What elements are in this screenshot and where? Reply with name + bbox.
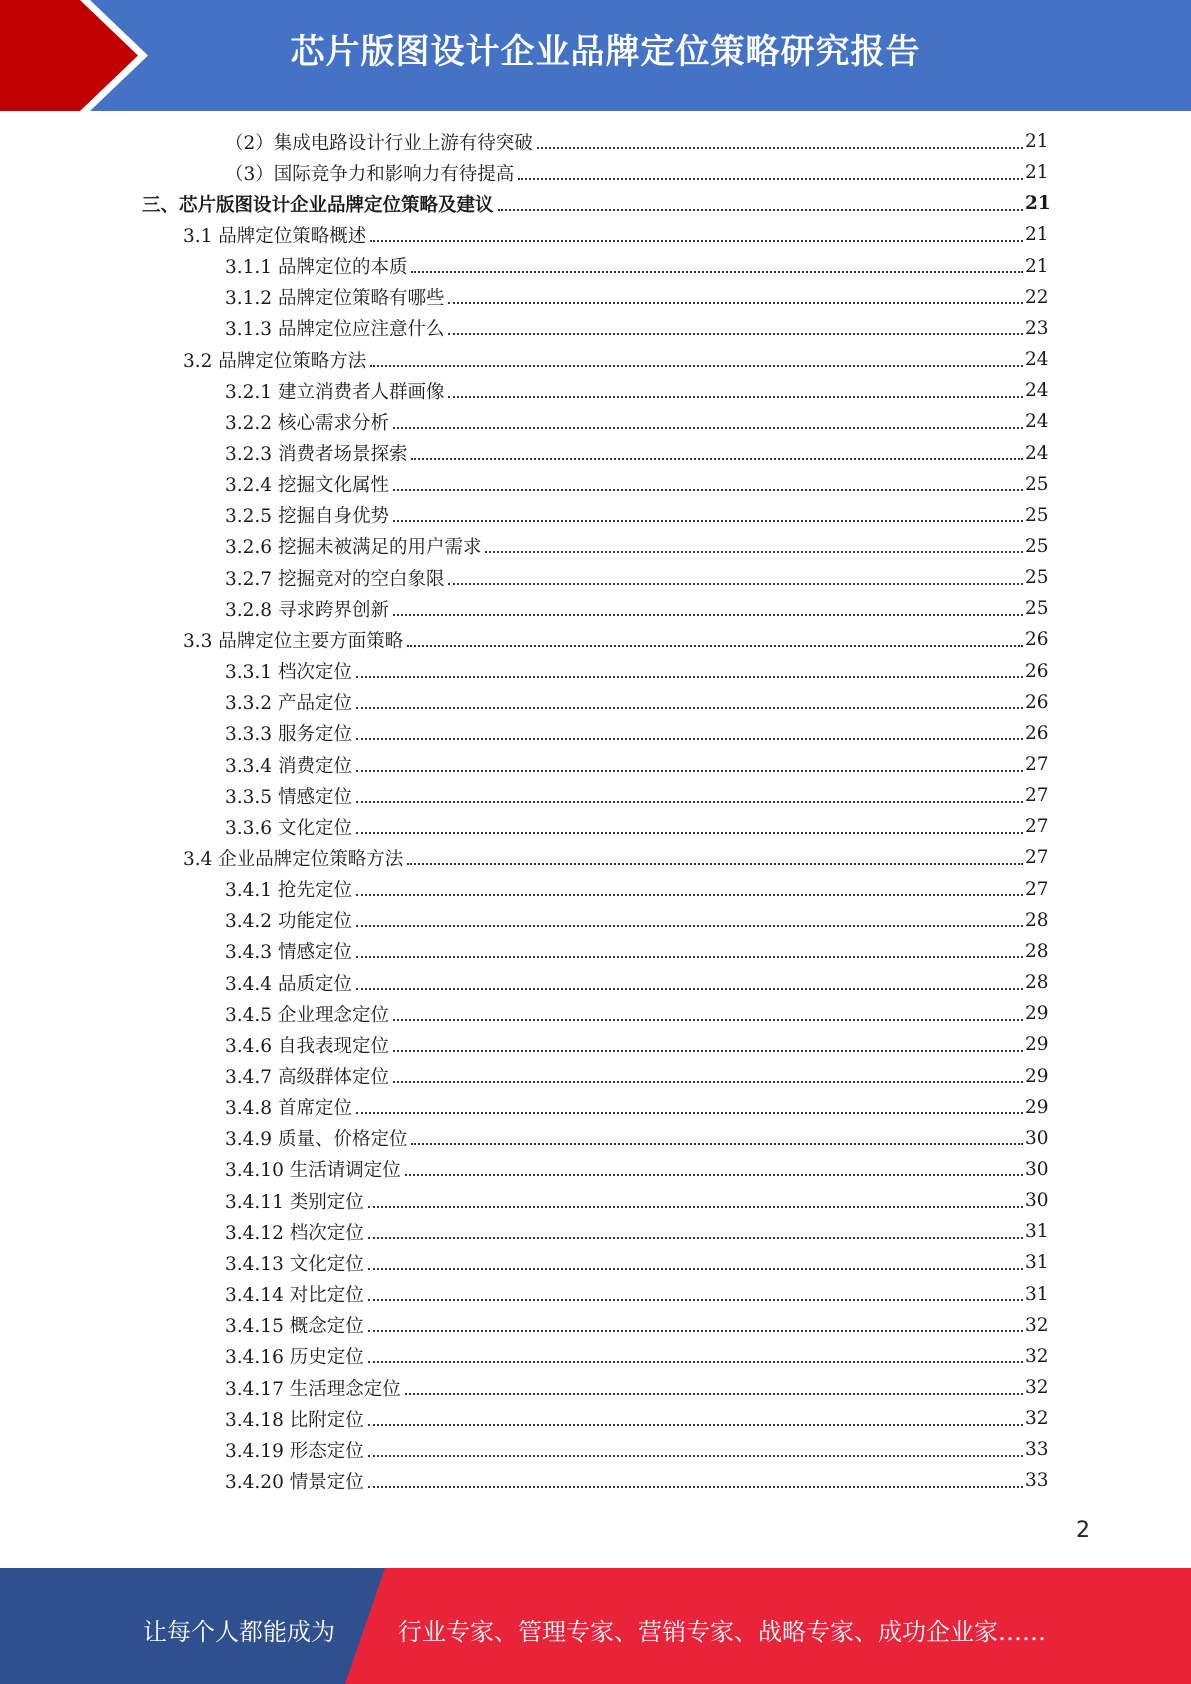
toc-leader-dots bbox=[393, 614, 1023, 616]
toc-entry[interactable] bbox=[225, 1403, 1047, 1434]
toc-leader-dots bbox=[393, 489, 1023, 491]
toc-entry[interactable] bbox=[225, 811, 1047, 842]
toc-entry-label: 3.4.17 生活理念定位 bbox=[225, 1378, 401, 1400]
toc-leader-dots bbox=[356, 738, 1023, 740]
toc-entry[interactable] bbox=[225, 469, 1047, 500]
toc-entry[interactable] bbox=[225, 438, 1047, 469]
toc-leader-dots bbox=[485, 551, 1023, 553]
toc-leader-dots bbox=[498, 209, 1023, 211]
toc-entry-label: 3.4.7 高级群体定位 bbox=[225, 1067, 389, 1088]
toc-leader-dots bbox=[407, 645, 1023, 647]
toc-leader-dots bbox=[356, 925, 1023, 927]
toc-entry[interactable] bbox=[225, 375, 1047, 406]
page-title: 芯片版图设计企业品牌定位策略研究报告 bbox=[290, 32, 921, 72]
toc-entry-page: 27 bbox=[1025, 785, 1049, 807]
toc-entry-page: 28 bbox=[1025, 909, 1049, 931]
toc-entry-label: 3.4.20 情景定位 bbox=[225, 1471, 364, 1493]
toc-leader-dots bbox=[411, 271, 1023, 273]
toc-entry[interactable] bbox=[225, 749, 1047, 780]
toc-entry-page: 25 bbox=[1025, 567, 1049, 589]
toc-leader-dots bbox=[356, 988, 1023, 990]
toc-entry-label: 3.2.8 寻求跨界创新 bbox=[225, 599, 389, 621]
toc-leader-dots bbox=[537, 147, 1023, 149]
toc-entry[interactable] bbox=[225, 282, 1047, 313]
toc-leader-dots bbox=[370, 365, 1023, 367]
page-number: 2 bbox=[1076, 1518, 1090, 1543]
toc-leader-dots bbox=[448, 333, 1023, 335]
toc-entry[interactable] bbox=[225, 780, 1047, 811]
toc-leader-dots bbox=[405, 1174, 1023, 1176]
toc-entry-label: 3.4.15 概念定位 bbox=[225, 1316, 364, 1338]
toc-entry-page: 26 bbox=[1025, 629, 1049, 651]
toc-leader-dots bbox=[368, 1361, 1023, 1363]
toc-leader-dots bbox=[368, 1330, 1023, 1332]
toc-entry[interactable] bbox=[225, 1247, 1047, 1278]
toc-entry[interactable] bbox=[225, 531, 1047, 562]
toc-leader-dots bbox=[356, 707, 1023, 709]
toc-leader-dots bbox=[368, 1206, 1023, 1208]
toc-entry-page: 32 bbox=[1025, 1377, 1049, 1398]
toc-entry-label: 3.4.18 比附定位 bbox=[225, 1409, 364, 1431]
toc-entry-label: 3.4.5 企业理念定位 bbox=[225, 1004, 389, 1026]
toc-entry-page: 25 bbox=[1025, 473, 1049, 495]
toc-entry[interactable] bbox=[225, 1279, 1047, 1310]
toc-entry-label: 3.4.10 生活请调定位 bbox=[225, 1160, 401, 1182]
toc-entry-label: 3.2.6 挖掘未被满足的用户需求 bbox=[225, 537, 482, 559]
toc-entry-page: 26 bbox=[1025, 722, 1049, 744]
toc-entry[interactable] bbox=[225, 998, 1047, 1029]
toc-entry-label: 3.2 品牌定位策略方法 bbox=[183, 350, 367, 372]
toc-entry-label: 3.1.2 品牌定位策略有哪些 bbox=[225, 288, 445, 310]
toc-entry[interactable] bbox=[225, 1310, 1047, 1341]
toc-entry-label: 3.4.8 首席定位 bbox=[225, 1098, 352, 1120]
toc-entry-label: 3.4.12 档次定位 bbox=[225, 1222, 364, 1244]
toc-entry-label: 3.4.13 文化定位 bbox=[225, 1253, 364, 1275]
toc-entry-page: 28 bbox=[1025, 972, 1049, 994]
toc-entry-page: 31 bbox=[1025, 1221, 1049, 1243]
toc-entry[interactable] bbox=[225, 1465, 1047, 1496]
toc-entry-page: 21 bbox=[1025, 255, 1049, 277]
toc-entry-label: 3.4.1 抢先定位 bbox=[225, 880, 352, 902]
toc-entry[interactable] bbox=[225, 1372, 1047, 1403]
toc-leader-dots bbox=[368, 1237, 1023, 1239]
toc-entry-label: 3.4.2 功能定位 bbox=[225, 911, 352, 933]
toc-entry-label: 3.3.4 消费定位 bbox=[225, 755, 352, 777]
toc-entry[interactable] bbox=[225, 1216, 1047, 1247]
toc-entry-label: 3.4.6 自我表现定位 bbox=[225, 1035, 389, 1057]
toc-entry-label: 3.3 品牌定位主要方面策略 bbox=[183, 630, 404, 652]
toc-entry-page: 25 bbox=[1025, 535, 1049, 557]
toc-leader-dots bbox=[356, 894, 1023, 896]
toc-entry[interactable] bbox=[183, 624, 1047, 655]
toc-entry-label: 3.4.19 形态定位 bbox=[225, 1440, 364, 1462]
toc-entry-label: 3.4.4 品质定位 bbox=[225, 973, 352, 995]
toc-entry-page: 29 bbox=[1025, 1096, 1049, 1118]
toc-entry-page: 24 bbox=[1025, 380, 1049, 402]
toc-entry-label: 3.2.7 挖掘竞对的空白象限 bbox=[225, 568, 445, 590]
toc-entry[interactable] bbox=[225, 1029, 1047, 1060]
toc-entry-page: 32 bbox=[1025, 1345, 1049, 1367]
toc-entry[interactable] bbox=[225, 1123, 1047, 1154]
toc-entry-page: 30 bbox=[1025, 1127, 1049, 1149]
toc-entry-label: 3.1 品牌定位策略概述 bbox=[183, 225, 367, 247]
toc-entry-page: 32 bbox=[1025, 1408, 1049, 1430]
toc-entry-label: 3.2.4 挖掘文化属性 bbox=[225, 475, 389, 497]
toc-entry-label: 3.1.1 品牌定位的本质 bbox=[225, 257, 408, 279]
toc-leader-dots bbox=[448, 583, 1023, 585]
toc-entry[interactable] bbox=[225, 157, 1047, 188]
toc-entry-page: 22 bbox=[1025, 286, 1049, 308]
toc-leader-dots bbox=[518, 178, 1023, 180]
toc-entry-page: 30 bbox=[1025, 1158, 1049, 1180]
toc-entry-label: 3.3.6 文化定位 bbox=[225, 817, 352, 839]
toc-leader-dots bbox=[368, 1486, 1023, 1488]
toc-entry[interactable] bbox=[225, 313, 1047, 344]
toc-leader-dots bbox=[393, 1081, 1023, 1083]
toc-entry[interactable] bbox=[225, 126, 1047, 157]
toc-leader-dots bbox=[448, 396, 1023, 398]
toc-entry-label: 3.4 企业品牌定位策略方法 bbox=[183, 848, 404, 870]
toc-entry[interactable] bbox=[225, 1434, 1047, 1465]
toc-entry-label: 3.2.5 挖掘自身优势 bbox=[225, 506, 389, 528]
toc-entry-page: 33 bbox=[1025, 1439, 1049, 1461]
toc-entry-label: 3.4.3 情感定位 bbox=[225, 942, 352, 964]
toc-entry-page: 27 bbox=[1025, 878, 1049, 900]
toc-entry[interactable] bbox=[225, 251, 1047, 282]
toc-entry-page: 25 bbox=[1025, 504, 1049, 526]
toc-leader-dots bbox=[356, 676, 1023, 678]
toc-entry-label: 3.4.9 质量、价格定位 bbox=[225, 1129, 408, 1151]
toc-entry-page: 33 bbox=[1025, 1470, 1049, 1492]
toc-entry-page: 32 bbox=[1025, 1314, 1049, 1336]
toc-entry[interactable] bbox=[225, 1061, 1047, 1092]
toc-entry[interactable] bbox=[225, 936, 1047, 967]
toc-entry-page: 24 bbox=[1025, 349, 1049, 371]
toc-entry-page: 28 bbox=[1025, 940, 1049, 962]
toc-entry-label: 3.3.3 服务定位 bbox=[225, 724, 352, 746]
toc-entry-label: 3.3.1 档次定位 bbox=[225, 662, 352, 684]
toc-leader-dots bbox=[368, 1299, 1023, 1301]
toc-entry-page: 21 bbox=[1025, 193, 1051, 215]
toc-entry-page: 23 bbox=[1025, 317, 1049, 339]
toc-leader-dots bbox=[393, 520, 1023, 522]
toc-entry[interactable] bbox=[142, 188, 1051, 219]
toc-leader-dots bbox=[368, 1424, 1023, 1426]
toc-entry[interactable] bbox=[183, 842, 1047, 873]
toc-entry-page: 29 bbox=[1025, 1065, 1049, 1087]
toc-entry-label: 3.4.16 历史定位 bbox=[225, 1347, 364, 1369]
toc-entry-page: 31 bbox=[1025, 1283, 1049, 1305]
toc-entry-page: 26 bbox=[1025, 691, 1049, 713]
toc-leader-dots bbox=[356, 770, 1023, 772]
toc-entry-page: 29 bbox=[1025, 1003, 1049, 1025]
toc-entry[interactable] bbox=[225, 1341, 1047, 1372]
toc-entry-page: 27 bbox=[1025, 847, 1049, 869]
toc-entry[interactable] bbox=[225, 1185, 1047, 1216]
toc-entry-page: 26 bbox=[1025, 660, 1049, 682]
footer-slogan-right: 行业专家、管理专家、营销专家、战略专家、成功企业家…… bbox=[398, 1618, 1046, 1646]
footer-banner bbox=[0, 1568, 1191, 1684]
toc-leader-dots bbox=[370, 240, 1023, 242]
toc-leader-dots bbox=[356, 956, 1023, 958]
toc-entry-page: 24 bbox=[1025, 442, 1049, 464]
toc-entry[interactable] bbox=[225, 562, 1047, 593]
toc-entry-page: 21 bbox=[1025, 224, 1049, 246]
toc-entry[interactable] bbox=[183, 344, 1047, 375]
toc-entry-page: 24 bbox=[1025, 411, 1049, 433]
toc-leader-dots bbox=[368, 1268, 1023, 1270]
toc-entry[interactable] bbox=[225, 967, 1047, 998]
toc-entry-label: 3.1.3 品牌定位应注意什么 bbox=[225, 319, 445, 341]
toc-leader-dots bbox=[411, 458, 1023, 460]
toc-entry[interactable] bbox=[225, 656, 1047, 687]
toc-entry[interactable] bbox=[225, 905, 1047, 936]
toc-entry-page: 29 bbox=[1025, 1034, 1049, 1056]
toc-leader-dots bbox=[393, 1050, 1023, 1052]
toc-entry-label: （3）国际竞争力和影响力有待提高 bbox=[225, 163, 515, 185]
toc-leader-dots bbox=[405, 1393, 1023, 1395]
footer-slogan-left: 让每个人都能成为 bbox=[143, 1618, 335, 1646]
toc-leader-dots bbox=[368, 1455, 1023, 1457]
toc-entry-label: （2）集成电路设计行业上游有待突破 bbox=[225, 132, 533, 154]
toc-leader-dots bbox=[393, 1019, 1023, 1021]
toc-entry-page: 21 bbox=[1025, 162, 1049, 184]
toc-entry[interactable] bbox=[225, 687, 1047, 718]
toc-entry[interactable] bbox=[225, 406, 1047, 437]
toc-entry[interactable] bbox=[225, 718, 1047, 749]
toc-entry[interactable] bbox=[225, 1154, 1047, 1185]
toc-entry-label: 3.3.5 情感定位 bbox=[225, 786, 352, 808]
toc-entry-page: 27 bbox=[1025, 816, 1049, 838]
toc-leader-dots bbox=[356, 832, 1023, 834]
toc-entry[interactable] bbox=[183, 219, 1047, 250]
toc-leader-dots bbox=[411, 1143, 1023, 1145]
toc-entry-label: 3.3.2 产品定位 bbox=[225, 693, 352, 715]
toc-entry[interactable] bbox=[225, 874, 1047, 905]
toc-entry-label: 3.2.2 核心需求分析 bbox=[225, 412, 389, 434]
toc-entry[interactable] bbox=[225, 1092, 1047, 1123]
header-banner bbox=[0, 0, 1191, 111]
toc-entry-label: 三、芯片版图设计企业品牌定位策略及建议 bbox=[142, 194, 494, 216]
toc-entry-label: 3.4.14 对比定位 bbox=[225, 1285, 364, 1307]
toc-leader-dots bbox=[356, 1112, 1023, 1114]
toc-entry[interactable] bbox=[225, 500, 1047, 531]
toc-entry-page: 25 bbox=[1025, 598, 1049, 620]
toc-entry-label: 3.2.1 建立消费者人群画像 bbox=[225, 381, 445, 403]
toc-leader-dots bbox=[393, 427, 1023, 429]
toc-leader-dots bbox=[407, 863, 1023, 865]
toc-entry-label: 3.4.11 类别定位 bbox=[225, 1191, 364, 1213]
toc-entry-label: 3.2.3 消费者场景探索 bbox=[225, 444, 408, 465]
toc-entry-page: 30 bbox=[1025, 1190, 1049, 1212]
toc-leader-dots bbox=[356, 801, 1023, 803]
toc-entry-page: 21 bbox=[1025, 131, 1049, 152]
toc-entry-page: 31 bbox=[1025, 1252, 1049, 1274]
toc-entry-page: 27 bbox=[1025, 754, 1049, 775]
toc-leader-dots bbox=[448, 302, 1023, 304]
toc-entry[interactable] bbox=[225, 593, 1047, 624]
